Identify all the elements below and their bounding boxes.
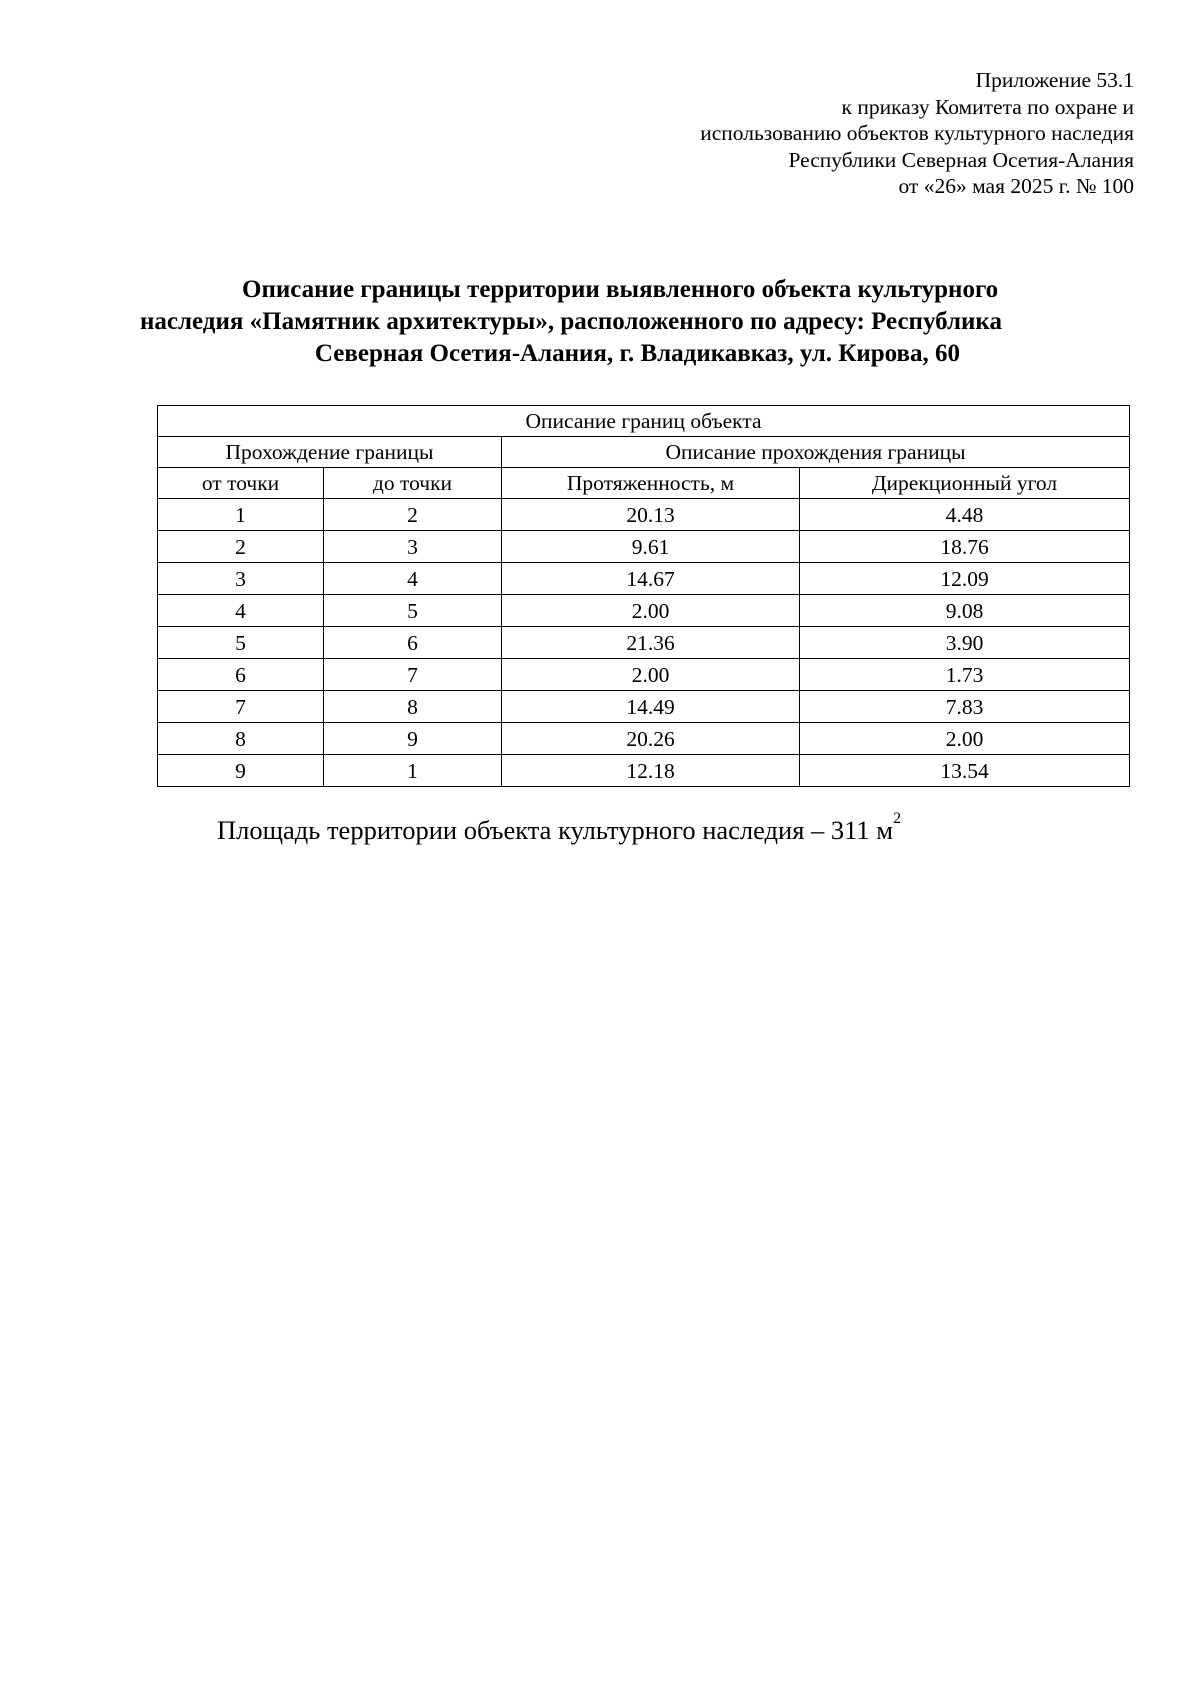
cell-to-point: 3 — [324, 531, 502, 563]
cell-length: 14.67 — [502, 563, 800, 595]
cell-length: 9.61 — [502, 531, 800, 563]
cell-length: 21.36 — [502, 627, 800, 659]
cell-to-point: 2 — [324, 499, 502, 531]
cell-angle: 13.54 — [800, 755, 1130, 787]
cell-to-point: 4 — [324, 563, 502, 595]
appendix-line: Приложение 53.1 — [975, 68, 1134, 92]
column-header-from-point: от точки — [158, 468, 324, 499]
title-line: Описание границы территории выявленного объекта культурного — [242, 276, 999, 303]
cell-length: 20.13 — [502, 499, 800, 531]
column-header-angle: Дирекционный угол — [800, 468, 1130, 499]
cell-from-point: 5 — [158, 627, 324, 659]
cell-from-point: 8 — [158, 723, 324, 755]
cell-from-point: 4 — [158, 595, 324, 627]
table-column-header-row — [158, 468, 1130, 499]
group-header-description: Описание прохождения границы — [502, 437, 1130, 468]
table-row — [158, 627, 1130, 659]
cell-to-point: 5 — [324, 595, 502, 627]
cell-angle: 12.09 — [800, 563, 1130, 595]
table-caption-row — [158, 406, 1130, 437]
cell-to-point: 6 — [324, 627, 502, 659]
cell-to-point: 8 — [324, 691, 502, 723]
cell-angle: 4.48 — [800, 499, 1130, 531]
table-row — [158, 723, 1130, 755]
cell-from-point: 9 — [158, 755, 324, 787]
cell-length: 2.00 — [502, 595, 800, 627]
cell-from-point: 1 — [158, 499, 324, 531]
table-group-header-row — [158, 437, 1130, 468]
table-row — [158, 531, 1130, 563]
cell-length: 20.26 — [502, 723, 800, 755]
table-row — [158, 691, 1130, 723]
appendix-line: использованию объектов культурного наследия — [700, 121, 1134, 145]
cell-angle: 9.08 — [800, 595, 1130, 627]
appendix-line: Республики Северная Осетия-Алания — [788, 147, 1134, 172]
cell-angle: 1.73 — [800, 659, 1130, 691]
cell-angle: 3.90 — [800, 627, 1130, 659]
cell-to-point: 9 — [324, 723, 502, 755]
area-text: Площадь территории объекта культурного наследия – 311 м — [217, 815, 894, 845]
cell-from-point: 2 — [158, 531, 324, 563]
area-statement — [217, 810, 902, 846]
cell-angle: 18.76 — [800, 531, 1130, 563]
table-row — [158, 563, 1130, 595]
appendix-line: от «26» мая 2025 г. № 100 — [898, 174, 1134, 198]
table-row — [158, 595, 1130, 627]
table-caption: Описание границ объекта — [158, 406, 1130, 437]
table-row — [158, 755, 1130, 787]
cell-to-point: 7 — [324, 659, 502, 691]
area-unit-superscript: 2 — [893, 810, 902, 827]
cell-angle: 7.83 — [800, 691, 1130, 723]
appendix-line: к приказу Комитета по охране и — [841, 94, 1134, 119]
column-header-length: Протяженность, м — [502, 468, 800, 499]
cell-length: 12.18 — [502, 755, 800, 787]
group-header-passage: Прохождение границы — [158, 437, 502, 468]
cell-to-point: 1 — [324, 755, 502, 787]
cell-from-point: 7 — [158, 691, 324, 723]
column-header-to-point: до точки — [324, 468, 502, 499]
table-row — [158, 499, 1130, 531]
cell-length: 14.49 — [502, 691, 800, 723]
cell-from-point: 3 — [158, 563, 324, 595]
document-title — [140, 274, 1140, 370]
title-line: наследия «Памятник архитектуры», расположенного по адресу: Республика — [140, 308, 1002, 335]
cell-length: 2.00 — [502, 659, 800, 691]
cell-angle: 2.00 — [800, 723, 1130, 755]
boundary-table — [157, 405, 1130, 787]
appendix-header — [700, 67, 1134, 200]
table-row — [158, 659, 1130, 691]
cell-from-point: 6 — [158, 659, 324, 691]
title-line: Северная Осетия-Алания, г. Владикавказ, ул. Кирова, 60 — [314, 340, 961, 367]
